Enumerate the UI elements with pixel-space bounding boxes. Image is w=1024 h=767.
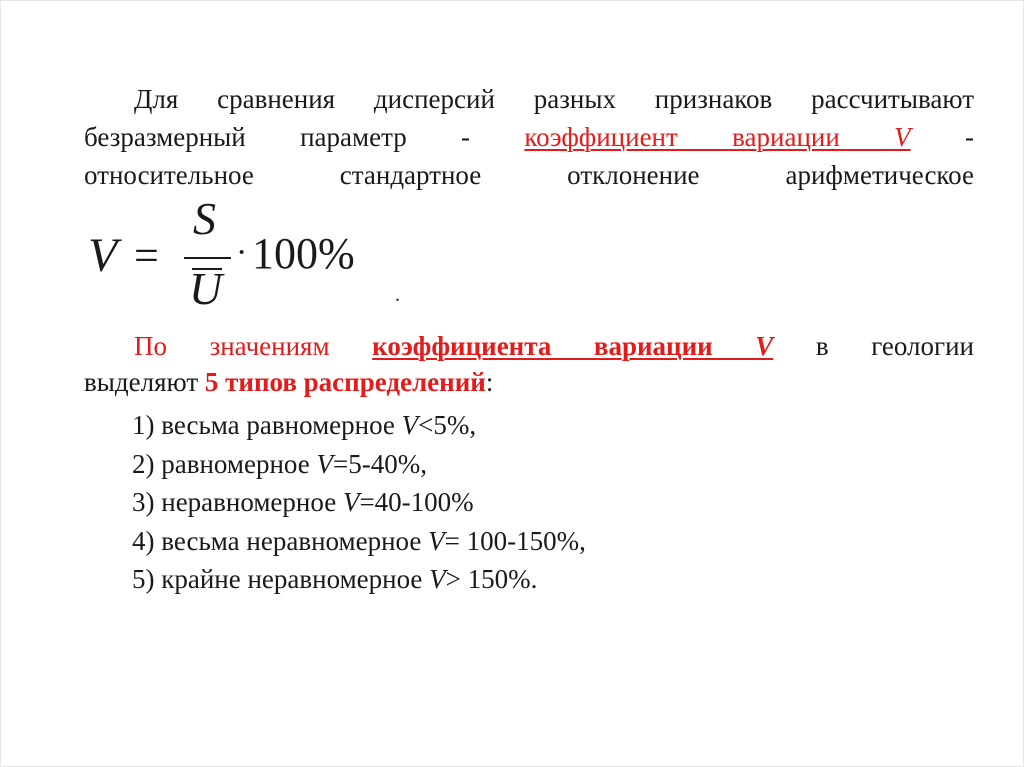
classification-context: в геологии xyxy=(773,331,974,361)
classification-paragraph xyxy=(84,328,974,400)
classification-line-1 xyxy=(84,328,974,364)
classification-line-2 xyxy=(84,364,974,400)
intro-line-3: относительное стандартное отклонение арифметическое xyxy=(84,160,974,190)
intro-line-2-text: безразмерный параметр - xyxy=(84,122,525,152)
formula-numerator: S xyxy=(193,193,216,244)
list-item xyxy=(132,406,586,445)
list-item-condition: =5-40%, xyxy=(333,448,427,479)
list-item-condition: = 100-150%, xyxy=(444,525,586,556)
formula-factor: 100% xyxy=(252,229,355,278)
fraction-bar xyxy=(184,257,231,259)
list-item-label: 4) весьма неравномерное xyxy=(132,525,429,556)
coefficient-term-bold xyxy=(372,331,773,361)
list-item-symbol: V xyxy=(429,564,446,594)
distribution-type-list xyxy=(132,406,586,599)
list-item xyxy=(132,445,586,484)
classification-verb: выделяют xyxy=(84,367,205,397)
formula-multiply-dot: · xyxy=(236,234,248,271)
list-item xyxy=(132,560,586,599)
intro-paragraph xyxy=(84,80,974,194)
list-item xyxy=(132,522,586,561)
formula-denominator: U xyxy=(189,263,223,314)
coefficient-term-bold-text: коэффициента вариации xyxy=(372,331,756,361)
formula-equals: = xyxy=(134,231,159,280)
formula-period: . xyxy=(395,284,400,306)
formula-lhs: V xyxy=(88,229,118,282)
list-item-symbol: V xyxy=(342,487,360,517)
intro-line-2 xyxy=(84,118,974,156)
coefficient-term xyxy=(524,122,910,152)
list-item-label: 5) крайне неравномерное xyxy=(132,564,430,594)
list-item-label: 3) неравномерное xyxy=(132,487,343,517)
list-item-symbol: V xyxy=(428,525,445,556)
intro-line-2-dash: - xyxy=(910,122,975,152)
list-item-symbol: V xyxy=(401,410,419,440)
list-item-condition: =40-100% xyxy=(359,487,474,517)
coefficient-symbol-bold: V xyxy=(755,331,774,361)
coefficient-symbol: V xyxy=(894,122,911,152)
list-item-label: 2) равномерное xyxy=(132,448,317,479)
coefficient-term-text: коэффициент вариации xyxy=(524,122,895,152)
variation-formula xyxy=(88,193,408,316)
list-item-symbol: V xyxy=(316,448,333,479)
intro-line-1: Для сравнения дисперсий разных признаков рассчитывают xyxy=(134,84,974,114)
distribution-types-count: 5 типов распределений xyxy=(204,367,486,397)
classification-intro: По значениям xyxy=(134,331,373,361)
list-item-condition: <5%, xyxy=(418,410,477,440)
list-item xyxy=(132,483,586,522)
list-item-label: 1) весьма равномерное xyxy=(132,410,402,440)
list-item-condition: > 150%. xyxy=(445,564,538,594)
classification-colon: : xyxy=(485,367,494,397)
